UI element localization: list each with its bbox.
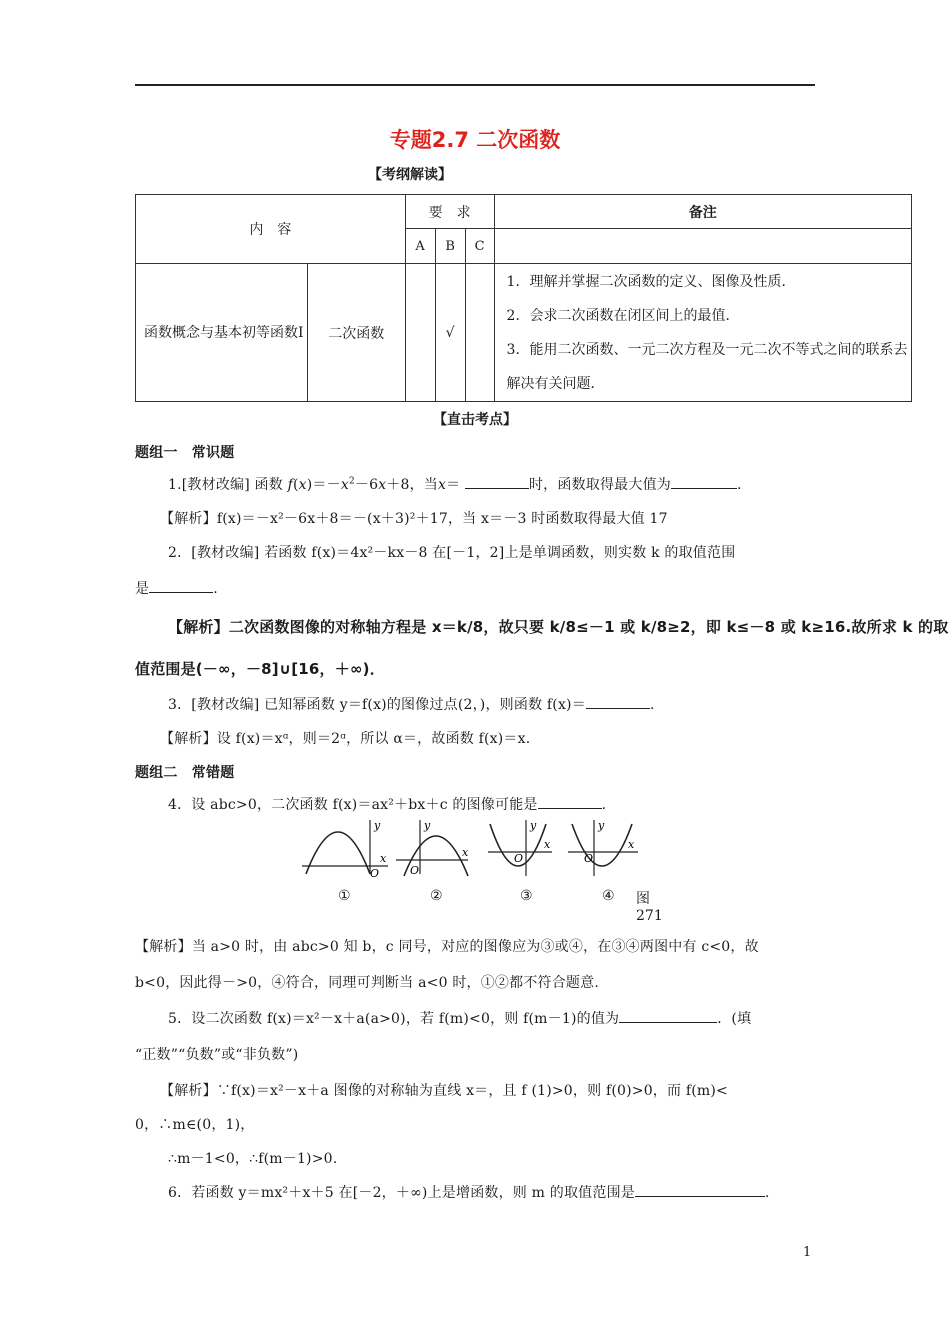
answer-2-line-2: 值范围是(－∞，－8]∪[16，＋∞)． — [135, 660, 385, 678]
requirement-mark: √ — [435, 264, 465, 402]
header-a: A — [405, 229, 435, 264]
page-number: 1 — [803, 1245, 812, 1260]
origin-label: O — [584, 852, 594, 865]
answer-5-line-1: 【解析】∵f(x)＝x²－x＋a 图像的对称轴为直线 x＝，且 f (1)>0，则 f(0)>0，而 f(m)< — [160, 1083, 728, 1099]
syllabus-table — [135, 194, 912, 402]
axis-y-label: y — [424, 819, 431, 832]
answer-5-line-2: 0，∴m∈(0，1)， — [135, 1117, 255, 1133]
answer-4-line-2: b<0，因此得－>0，④符合，同理可判断当 a<0 时，①②都不符合题意. — [135, 975, 599, 991]
group-1-heading: 题组一 常识题 — [135, 445, 235, 461]
note-1: 1．理解并掌握二次函数的定义、图像及性质． — [506, 273, 796, 290]
answer-2-line-1: 【解析】二次函数图像的对称轴方程是 x＝k/8，故只要 k/8≤－1 或 k/8≥2，即 k≤－8 或 k≥16.故所求 k 的取 — [168, 618, 949, 636]
figure-label-1: ① — [338, 888, 351, 904]
header-note: 备注 — [494, 195, 911, 229]
origin-label: O — [370, 867, 380, 878]
subtopic-cell: 二次函数 — [307, 264, 405, 402]
answer-1-label: 【解析】 — [160, 511, 217, 527]
question-2-line-2: 是 . — [135, 581, 218, 597]
graph-2 — [392, 816, 472, 878]
answer-3: 【解析】设 f(x)＝xᵅ，则＝2ᵅ，所以 α＝，故函数 f(x)＝x. — [160, 731, 531, 747]
header-b: B — [435, 229, 465, 264]
answer-5-line-3: ∴m－1<0，∴f(m－1)>0. — [168, 1151, 338, 1167]
figure-label-2: ② — [430, 888, 443, 904]
graph-1 — [296, 816, 396, 878]
axis-x-label: x — [544, 838, 551, 851]
page-title: 专题2.7 二次函数 — [389, 128, 561, 152]
note-3: 3．能用二次函数、一元二次方程及一元二次不等式之间的联系去解决有关问题． — [506, 341, 908, 392]
axis-y-label: y — [598, 819, 605, 832]
origin-label: O — [514, 852, 524, 865]
header-c: C — [465, 229, 494, 264]
header-rule — [135, 84, 815, 86]
answer-1 — [160, 508, 668, 528]
group-2-heading: 题组二 常错题 — [135, 765, 235, 781]
question-6: 6．若函数 y＝mx²＋x＋5 在[－2，＋∞)上是增函数，则 m 的取值范围是 . — [168, 1185, 770, 1201]
axis-x-label: x — [462, 846, 469, 859]
question-5-line-1: 5．设二次函数 f(x)＝x²－x＋a(a>0)，若 f(m)<0，则 f(m－1)的值为 ．(填 — [168, 1011, 752, 1027]
graph-3 — [486, 816, 556, 878]
header-content: 内 容 — [136, 195, 406, 264]
axis-y-label: y — [374, 819, 381, 832]
axis-y-label: y — [530, 819, 537, 832]
question-2-line-1: 2．[教材改编] 若函数 f(x)＝4x²－kx－8 在[－1，2]上是单调函数，则实数 k 的取值范围 — [168, 545, 736, 561]
header-requirement: 要 求 — [405, 195, 494, 229]
section-heading-syllabus: 【考纲解读】 — [368, 167, 452, 183]
question-5-line-2: “正数”“负数”或“非负数”) — [135, 1047, 299, 1063]
axis-x-label: x — [380, 852, 387, 865]
notes-cell — [494, 264, 911, 402]
graph-4 — [566, 816, 642, 878]
question-3: 3．[教材改编] 已知幂函数 y＝f(x)的图像过点(2，)，则函数 f(x)＝ . — [168, 697, 655, 713]
question-1: 1.[教材改编] 函数 $f(x)=-x^2-6x+8$，当x＝ 时，函数取得最大值为 . — [168, 476, 742, 493]
note-2: 2．会求二次函数在闭区间上的最值． — [506, 307, 740, 324]
origin-label: O — [410, 864, 420, 877]
axis-x-label: x — [628, 838, 635, 851]
figure-caption: 图 271 — [636, 891, 663, 924]
answer-4-line-1: 【解析】当 a>0 时，由 abc>0 知 b，c 同号，对应的图像应为③或④，在③④两图中有 c<0，故 — [135, 939, 759, 955]
question-4: 4．设 abc>0，二次函数 f(x)＝ax²＋bx＋c 的图像可能是 . — [168, 797, 607, 813]
figure-label-3: ③ — [520, 888, 533, 904]
figure-label-4: ④ — [602, 888, 615, 904]
answer-1-text: f(x)＝－x²－6x＋8＝－(x＋3)²＋17，当 x＝－3 时函数取得最大值 17 — [216, 511, 668, 527]
topic-cell: 函数概念与基本初等函数Ⅰ — [136, 264, 308, 402]
section-heading-points: 【直击考点】 — [433, 412, 517, 428]
